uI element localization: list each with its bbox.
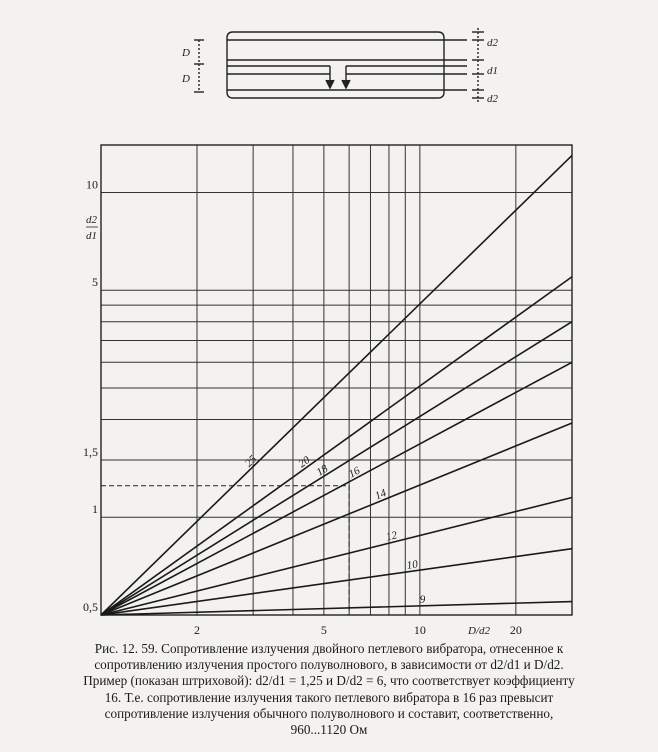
outer-conductor-bottom <box>227 92 444 98</box>
series-line-16 <box>101 362 572 615</box>
series-line-18 <box>101 322 572 615</box>
plot-area <box>83 145 572 637</box>
series-label: 16 <box>346 464 363 481</box>
y-tick-labels <box>83 177 98 614</box>
grid <box>101 145 572 615</box>
schematic-labels <box>181 37 499 105</box>
series-label: 9 <box>419 593 426 606</box>
x-tick-label: 20 <box>509 623 522 637</box>
caption-line: сопротивление излучения обычного полуволнового и составит, соответственно, <box>104 705 554 721</box>
series-line-10 <box>101 549 572 615</box>
feed-arrow-right <box>342 80 350 88</box>
caption-line: Рис. 12. 59. Сопротивление излучения двойного петлевого вибратора, отнесенное к <box>94 641 564 656</box>
x-tick-label: 5 <box>320 623 327 637</box>
y-tick-label: 0,5 <box>83 600 98 614</box>
label-D-top: D <box>182 47 190 59</box>
y-tick-label: 1 <box>92 502 98 517</box>
series-line-12 <box>101 498 572 615</box>
caption-line: 960...1120 Ом <box>290 722 368 738</box>
label-d1: d1 <box>487 65 498 77</box>
series-label: 12 <box>384 529 399 544</box>
label-D-bottom: D <box>182 73 190 85</box>
y-axis-label-bottom: d1 <box>86 230 97 242</box>
caption-line: Пример (показан штриховой): d2/d1 = 1,25 и D/d2 = 6, что соответствует коэффициенту <box>83 673 575 689</box>
series-lines <box>101 155 572 615</box>
series-label: 20 <box>296 454 313 471</box>
series-line-20 <box>101 277 572 615</box>
figure-caption <box>8 641 650 738</box>
series-label: 10 <box>406 558 419 572</box>
caption-line: 16. Т.е. сопротивление излучения такого петлевого вибратора в 16 раз превысит <box>104 689 554 705</box>
label-d2-top: d2 <box>487 37 498 49</box>
y-tick-label: 1,5 <box>83 445 98 460</box>
caption-line: сопротивлению излучения простого полуволнового, в зависимости от d2/d1 и D/d2. <box>94 657 564 673</box>
x-axis-label: D/d2 <box>468 625 490 637</box>
y-axis-label-top: d2 <box>86 214 97 226</box>
series-label: 25 <box>242 453 260 470</box>
outer-conductor-top <box>227 32 444 38</box>
x-tick-label: 2 <box>193 623 200 637</box>
plot-frame <box>101 145 572 615</box>
dipole-schematic <box>194 28 484 104</box>
series-line-25 <box>101 155 572 615</box>
label-d2-bottom: d2 <box>487 93 498 105</box>
series-line-9 <box>101 602 572 615</box>
series-label: 14 <box>373 487 389 503</box>
y-tick-label: 10 <box>86 177 98 192</box>
series-line-14 <box>101 423 572 615</box>
x-tick-label: 10 <box>413 623 426 637</box>
feed-arrow-left <box>326 80 334 88</box>
y-tick-label: 5 <box>92 275 98 290</box>
series-label: 18 <box>314 462 331 479</box>
